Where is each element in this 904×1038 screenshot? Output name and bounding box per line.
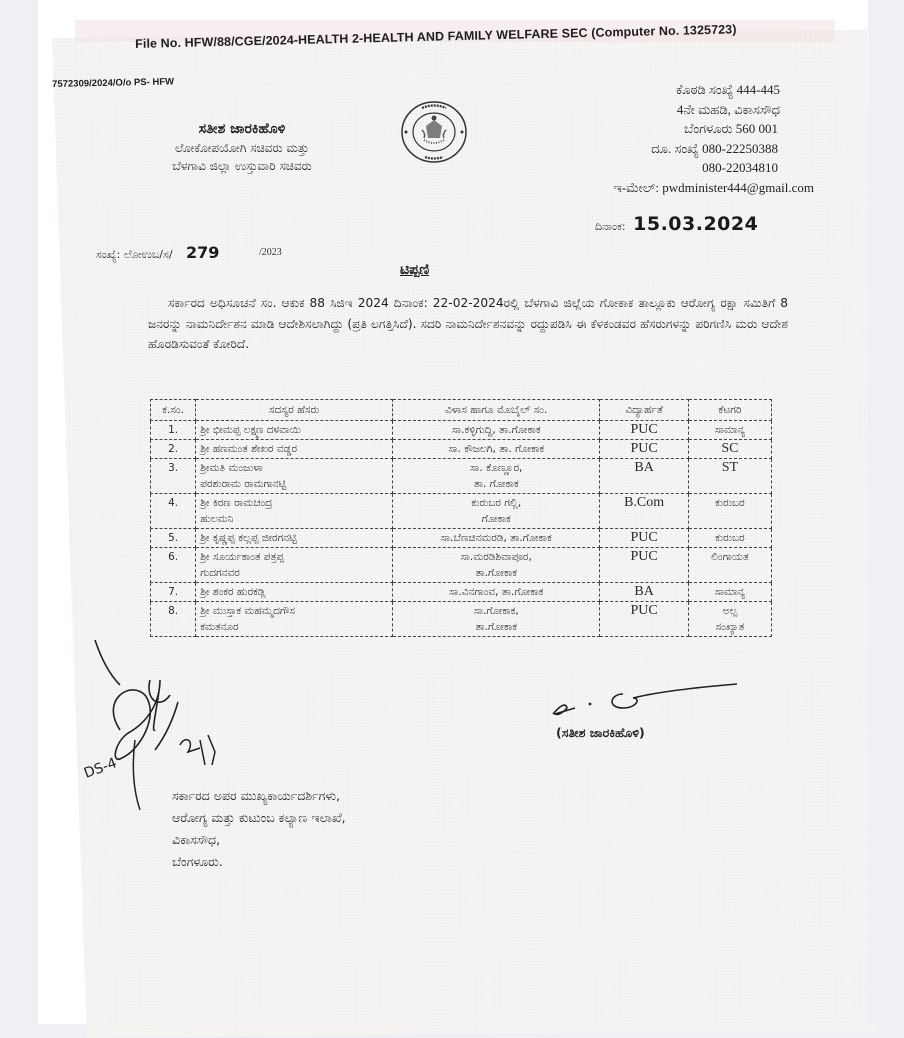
date-value: 15.03.2024: [633, 213, 759, 235]
cell-category: [688, 421, 771, 440]
background-margin: [868, 0, 904, 1024]
cell-member-name-text: ಶ್ರೀ ಶಂಕರ ಹುರಕಡ್ಲಿ: [200, 586, 266, 598]
cell-address-text: ಸಾ.ಕಳ್ಳಿಗುದ್ದಿ, ತಾ.ಗೋಕಾಕ: [451, 424, 541, 436]
addressee-line-4: ಬೆಂಗಳೂರು.: [172, 854, 223, 869]
cell-serial-no: [151, 529, 196, 548]
cell-member-name: [196, 529, 393, 548]
cell-category: [688, 548, 771, 583]
cell-member-name-text: ಹುಲಮನಿ: [200, 513, 234, 525]
cell-address: [393, 602, 600, 637]
cell-member-name: [196, 440, 393, 459]
sender-designation-2: ಬೆಳಗಾವಿ ಜಿಲ್ಲಾ ಉಸ್ತುವಾರಿ ಸಚಿವರು: [172, 159, 312, 173]
cell-address: [393, 583, 600, 602]
cell-qualification: [600, 421, 688, 440]
cell-serial-no-text: 4.: [168, 497, 179, 509]
office-city: ಬೆಂಗಳೂರು 560 001: [683, 121, 778, 136]
cell-member-name-text: ಶ್ರೀ ಸೂರ್ಯಕಾಂತ ಪತ್ರಪ್ಪ: [200, 551, 285, 563]
cell-category-text: ಸಂಖ್ಯಾತ: [715, 621, 745, 633]
signatory-name: (ಸತೀಶ ಜಾರಕಿಹೊಳಿ): [556, 725, 645, 740]
cell-serial-no-text: 1.: [168, 424, 179, 436]
office-phone-1: ದೂ. ಸಂಖ್ಯೆ 080-22250388: [651, 140, 778, 156]
cell-serial-no-text: 5.: [168, 532, 179, 544]
table-header-row: [151, 400, 772, 421]
cell-serial-no: [151, 421, 196, 440]
cell-serial-no-text: 7.: [168, 586, 179, 598]
cell-serial-no: [151, 602, 196, 637]
cell-address-text: ಸಾ. ಕೌಜಲಗಿ, ತಾ. ಗೋಕಾಕ: [448, 443, 545, 455]
cell-category: [688, 459, 771, 494]
cell-member-name-text: ಶ್ರೀಮತಿ ಮಂಜುಳಾ: [200, 462, 263, 474]
table-row: [151, 494, 772, 529]
reference-number: 279: [186, 243, 220, 262]
cell-serial-no: [151, 583, 196, 602]
cell-category-text: ಸಾಮಾನ್ಯ: [714, 586, 746, 598]
cell-serial-no-text: 6.: [168, 551, 179, 563]
reference-number-line: 7572309/2024/O/o PS- HFW: [52, 76, 175, 90]
cell-address: [393, 421, 600, 440]
cell-address: [393, 529, 600, 548]
addressee-line-1: ಸರ್ಕಾರದ ಅಪರ ಮುಖ್ಯಕಾರ್ಯದರ್ಶಿಗಳು,: [172, 788, 341, 803]
cell-member-name-text: ಕಮತನೂರ: [200, 621, 239, 633]
cell-qualification: [600, 494, 688, 529]
table-row: [151, 529, 772, 548]
cell-category-text: ಸಾಮಾನ್ಯ: [714, 424, 746, 436]
date-line: [595, 213, 758, 235]
header-address-mobile: ವಿಳಾಸ ಹಾಗೂ ಮೊಬೈಲ್ ಸಂ.: [393, 400, 600, 421]
cell-qualification: [600, 459, 688, 494]
cell-member-name: [196, 421, 393, 440]
date-label: ದಿನಾಂಕ:: [595, 220, 626, 233]
file-number-line: File No. HFW/88/CGE/2024-HEALTH 2-HEALTH AND FAMILY WELFARE SEC (Computer No. 1325723): [135, 22, 737, 51]
cell-address-text: ಕುರುಬರ ಗಲ್ಲಿ,: [471, 497, 522, 509]
reference-line: [96, 243, 282, 262]
cell-qualification-text: PUC: [630, 549, 658, 564]
cell-qualification-text: PUC: [630, 603, 658, 618]
cell-address: [393, 459, 600, 494]
cell-category-text: SC: [721, 441, 739, 456]
cell-address-text: ಸಾ. ಕೊಣ್ಣೂರ,: [470, 462, 523, 474]
cell-qualification: [600, 440, 688, 459]
cell-address-text: ತಾ.ಗೋಕಾಕ: [475, 567, 518, 579]
cell-serial-no-text: 3.: [168, 462, 179, 474]
cell-member-name-text: ಗುದಗನವರ: [200, 567, 240, 579]
reference-year: /2023: [258, 247, 282, 258]
cell-address-text: ಸಾ.ಗೋಕಾಕ,: [473, 605, 519, 617]
cell-qualification-text: PUC: [630, 441, 658, 456]
cell-serial-no: [151, 494, 196, 529]
cell-serial-no-text: 8.: [168, 605, 179, 617]
table-row: [151, 548, 772, 583]
cell-qualification-text: PUC: [630, 422, 658, 437]
cell-member-name: [196, 548, 393, 583]
cell-serial-no: [151, 440, 196, 459]
cell-address-text: ಸಾ.ವಿನಗಾಂವ, ತಾ.ಗೋಕಾಕ: [449, 586, 544, 598]
office-address-block: [520, 80, 820, 197]
reference-label: ಸಂಖ್ಯೆ: ಲೋಉಬ/ಸ/: [96, 248, 173, 261]
sender-block: [82, 120, 402, 175]
cell-qualification: [600, 602, 688, 637]
cell-serial-no: [151, 459, 196, 494]
office-phone-2: 080-22034810: [702, 160, 778, 175]
cell-category: [688, 602, 771, 637]
table-row: [151, 459, 772, 494]
subject-heading: ಟಿಪ್ಪಣಿ: [400, 262, 430, 278]
cell-member-name: [196, 583, 393, 602]
table-row: [151, 440, 772, 459]
header-category: ಕೆಟಗರಿ: [688, 400, 771, 421]
cell-category: [688, 529, 771, 548]
cell-address: [393, 440, 600, 459]
cell-member-name: [196, 459, 393, 494]
addressee-line-3: ವಿಕಾಸಸೌಧ,: [172, 832, 221, 847]
cell-serial-no: [151, 548, 196, 583]
cell-qualification: [600, 529, 688, 548]
office-email: ಇ-ಮೇಲ್: pwdminister444@gmail.com: [613, 179, 814, 195]
svg-text:DS-4: DS-4: [81, 755, 119, 782]
cell-category-text: ಲಿಂಗಾಯತ: [711, 551, 749, 563]
cell-category-text: ಅಲ್ಪ: [722, 605, 738, 617]
cell-category: [688, 440, 771, 459]
cell-member-name-text: ಶ್ರೀ ಭೀಮಪ್ಪ ಲಕ್ಷ್ಮಣ ದಳವಾಯಿ: [200, 424, 301, 436]
header-qualification: ವಿದ್ಯಾರ್ಹತೆ: [600, 400, 688, 421]
cell-address: [393, 494, 600, 529]
cell-qualification-text: B.Com: [624, 495, 665, 510]
cell-category-text: ST: [721, 460, 739, 475]
sender-name: ಸತೀಶ ಜಾರಕಿಹೊಳಿ: [198, 121, 286, 137]
header-serial-no: ಕ.ಸಂ.: [151, 400, 196, 421]
cell-address-text: ಗೋಕಾಕ: [481, 513, 511, 525]
cell-qualification-text: BA: [634, 584, 654, 599]
office-floor: 4ನೇ ಮಹಡಿ, ವಿಕಾಸಸೌಧ: [676, 101, 780, 117]
cell-member-name-text: ಶ್ರೀ ಕೃಷ್ಣಪ್ಪ ಕಲ್ಲಪ್ಪ ಜೀರಗನಟ್ಟಿ: [200, 532, 297, 544]
cell-category: [688, 583, 771, 602]
cell-member-name: [196, 602, 393, 637]
government-emblem-seal: [400, 100, 468, 164]
cell-member-name-text: ಪರಶುರಾಮ ರಾಮಗಾನಟ್ಟಿ: [200, 478, 287, 490]
cell-address-text: ತಾ. ಗೋಕಾಕ: [473, 478, 519, 490]
cell-category: [688, 494, 771, 529]
cell-qualification: [600, 548, 688, 583]
addressee-line-2: ಆರೋಗ್ಯ ಮತ್ತು ಕುಟುಂಬ ಕಲ್ಯಾಣ ಇಲಾಖೆ,: [172, 810, 346, 825]
cell-member-name-text: ಶ್ರೀ ಹಣಮಂತ ಶೇಖರ ವಡ್ಡರ: [200, 443, 297, 455]
members-table: [150, 399, 772, 637]
addressee-block: [172, 785, 346, 873]
header-member-name: ಸದಸ್ಯರ ಹೆಸರು: [196, 400, 393, 421]
cell-member-name-text: ಶ್ರೀ ಕಿರಣ ರಾಮಚಂದ್ರ: [200, 497, 273, 509]
cell-address-text: ತಾ.ಗೋಕಾಕ: [475, 621, 518, 633]
cell-address: [393, 548, 600, 583]
cell-member-name: [196, 494, 393, 529]
cell-address-text: ಸಾ.ಮರಡಿಶಿವಾಪೂರ,: [460, 551, 532, 563]
office-room: ಕೊಠಡಿ ಸಂಖ್ಯೆ 444-445: [675, 82, 780, 97]
cell-serial-no-text: 2.: [168, 443, 179, 455]
cell-qualification-text: PUC: [630, 530, 658, 545]
sender-designation-1: ಲೋಕೋಪಯೋಗಿ ಸಚಿವರು ಮತ್ತು: [175, 141, 309, 155]
table-row: [151, 583, 772, 602]
table-row: [151, 421, 772, 440]
cell-category-text: ಕುರುಬರ: [715, 497, 745, 509]
cell-qualification-text: BA: [634, 460, 654, 475]
cell-address-text: ಸಾ.ಬೆಣಚಿನಮರಡಿ, ತಾ.ಗೋಕಾಕ: [440, 532, 552, 544]
body-paragraph: ಸರ್ಕಾರದ ಅಧಿಸೂಚನೆ ಸಂ. ಆಕುಕ 88 ಸಿಜಿಇ 2024 ದಿನಾಂಕ: 22-02-2024ರಲ್ಲಿ ಬೆಳಗಾವಿ ಜಿಲ್ಲೆಯ ಗೋಕಾಕ ತಾಲ್ಲೂಕು ಆರೋಗ್ಯ ರಕ್ಷಾ ಸಮಿತಿಗೆ 8 ಜನರನ್ನು ನಾಮನಿರ್ದೇಶನ ಮಾಡಿ ಆದೇಶಿಸಲಾಗಿದ್ದು (ಪ್ರತಿ ಲಗತ್ತಿಸಿದೆ). ಸದರಿ ನಾಮನಿರ್ದೇಶನವನ್ನು ರದ್ದುಪಡಿಸಿ ಈ ಕೆಳಕಂಡವರ ಹೆಸರುಗಳನ್ನು ಪರಿಗಣಿಸಿ ಮರು ಆದೇಶ ಹೊರಡಿಸುವಂತೆ ಕೋರಿದೆ.: [148, 296, 789, 351]
cell-category-text: ಕುರುಬರ: [715, 532, 745, 544]
table-row: [151, 602, 772, 637]
cell-qualification: [600, 583, 688, 602]
cell-member-name-text: ಶ್ರೀ ಮುಸ್ತಾಕ ಮಹಮ್ಮದಗೌಸ: [200, 605, 296, 617]
minister-signature: [545, 678, 745, 718]
